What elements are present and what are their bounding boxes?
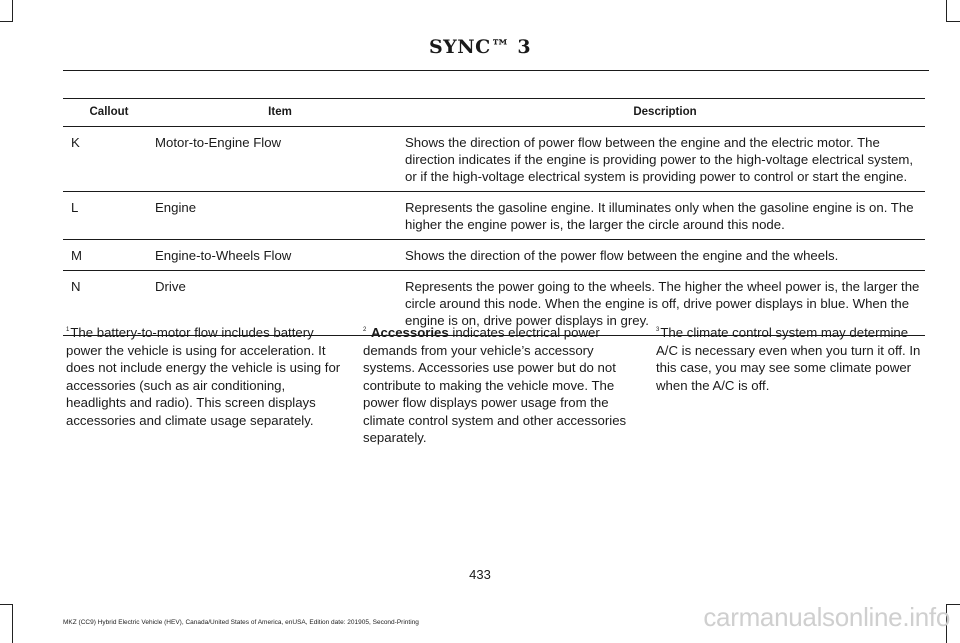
row-description: Shows the direction of power flow between the engine and the electric motor. The direction indicates if the engine is providing power to the high-voltage electrical system, or if the high-voltage electrical system is providing power to control or start the engine.	[405, 127, 925, 192]
row-description: Represents the gasoline engine. It illuminates only when the gasoline engine is on. The higher the engine power is, the larger the circle around this node.	[405, 192, 925, 240]
footnote-bold-term: Accessories	[371, 325, 449, 340]
header-item: Item	[155, 99, 405, 127]
row-callout: M	[63, 240, 155, 271]
row-description: Shows the direction of the power flow between the engine and the wheels.	[405, 240, 925, 271]
crop-mark-bottom-left-v	[12, 604, 13, 643]
row-item: Engine-to-Wheels Flow	[155, 240, 405, 271]
footnote-1	[66, 324, 341, 429]
crop-mark-top-right-h	[946, 21, 960, 22]
watermark: carmanualsonline.info	[703, 602, 950, 632]
footnote-text: The battery-to-motor flow includes battery power the vehicle is using for acceleration. It does not include energy the vehicle is using for accessories (such as air conditioning, headlights and radio). This screen displays accessories and climate usage separately.	[66, 325, 341, 428]
footnote-text: indicates electrical power demands from your vehicle’s accessory systems. Accessories use power but do not contribute to making the vehicle move. The power flow displays power usage from the climate control system and other accessories separately.	[363, 325, 627, 445]
row-item: Motor-to-Engine Flow	[155, 127, 405, 192]
row-callout: K	[63, 127, 155, 192]
table-row	[63, 240, 925, 271]
page-number: 433	[469, 567, 491, 582]
page-header-title: SYNC™ 3	[428, 36, 532, 58]
footnote-mark: 3	[656, 327, 660, 333]
footnote-2	[363, 324, 638, 447]
table-header-row	[63, 99, 925, 127]
crop-mark-top-left-h	[0, 21, 12, 22]
footnote-text: The climate control system may determine A/C is necessary even when you turn it off. In this case, you may see some climate power when the A/C is off.	[656, 325, 921, 393]
header-callout: Callout	[63, 99, 155, 127]
crop-mark-bottom-left-h	[0, 604, 12, 605]
footnote-mark: 2	[363, 327, 367, 333]
crop-mark-top-right-v	[946, 0, 947, 22]
table-row	[63, 127, 925, 192]
table-row	[63, 192, 925, 240]
footnote-mark: 1	[66, 327, 70, 333]
row-callout: N	[63, 271, 155, 336]
row-item: Engine	[155, 192, 405, 240]
row-callout: L	[63, 192, 155, 240]
header-description: Description	[405, 99, 925, 127]
footnote-3	[656, 324, 926, 394]
callout-table	[63, 98, 925, 336]
crop-mark-top-left-v	[12, 0, 13, 22]
header-rule	[63, 70, 929, 71]
footer-edition-text: MKZ (CC9) Hybrid Electric Vehicle (HEV), Canada/United States of America, enUSA, Edition date: 201905, Second-Printing	[63, 619, 419, 626]
row-description: Represents the power going to the wheels. The higher the wheel power is, the larger the circle around this node. When the engine is off, drive power displays in blue. When the engine is on, drive power displays in grey.	[405, 271, 925, 336]
row-item: Drive	[155, 271, 405, 336]
